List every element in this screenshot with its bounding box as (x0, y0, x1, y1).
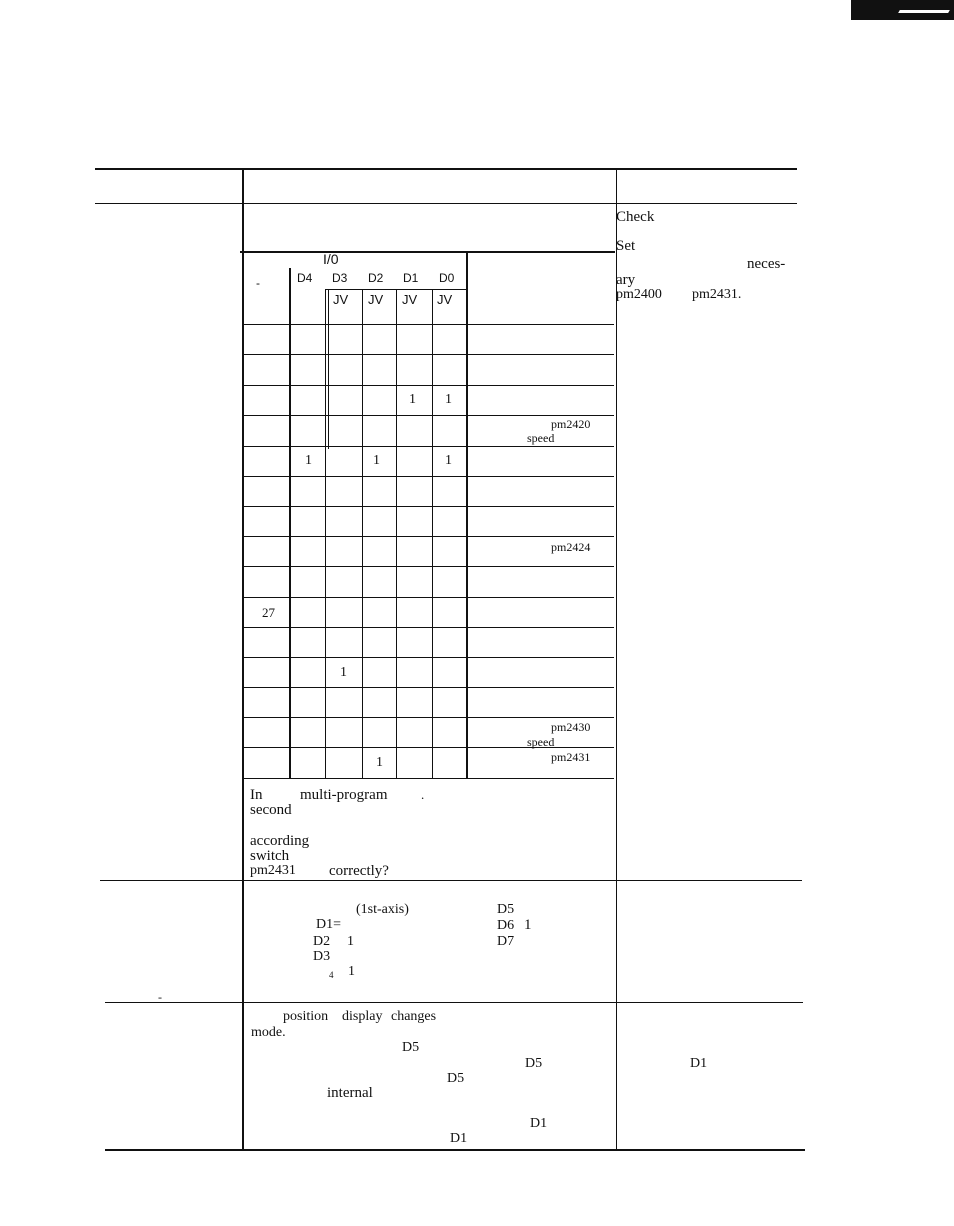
io-col-d2-left (362, 289, 363, 778)
io-label: I/0 (323, 251, 339, 267)
row-note: speed (527, 735, 555, 749)
body-text: according (250, 833, 310, 849)
io-row-rule (242, 657, 614, 658)
bit-value: 1 (524, 917, 532, 933)
io-table-top-rule (240, 251, 615, 253)
body-text: internal (327, 1085, 373, 1101)
row-note: pm2420 (551, 417, 591, 431)
header-d2: D2 (368, 271, 384, 285)
body-text: mode. (251, 1025, 286, 1040)
ary-text: ary (616, 272, 636, 288)
section2-bottom-rule (105, 1002, 803, 1003)
io-row-rule (242, 597, 614, 598)
pm2431-text: pm2431. (692, 287, 742, 302)
bit-value: 1 (347, 934, 354, 949)
bit-value: 1 (373, 453, 380, 468)
bit-value: 1 (305, 453, 312, 468)
bit-value: 1 (340, 665, 347, 680)
body-text: correctly? (329, 863, 389, 879)
pm2400-text: pm2400 (616, 287, 662, 302)
jv-label: JV (437, 292, 453, 307)
bit-label: D1 (690, 1056, 708, 1071)
header-d1: D1 (403, 271, 419, 285)
bit-label: D5 (447, 1071, 465, 1086)
axis-label: (1st-axis) (356, 902, 409, 917)
row-label: 27 (262, 605, 275, 620)
io-row-rule (242, 476, 614, 477)
jv-top-rule (325, 289, 466, 290)
bit-value: 1 (409, 392, 416, 407)
io-row-rule (242, 687, 614, 688)
io-table-bottom-rule (242, 778, 614, 779)
body-text: . (421, 787, 425, 802)
left-mark: - (158, 990, 162, 1004)
body-text: display (342, 1009, 383, 1024)
io-row-rule (242, 627, 614, 628)
bit-label: D1 (450, 1131, 468, 1146)
io-row-rule (242, 717, 614, 718)
io-col-d3-left-double (328, 289, 329, 449)
io-header-rule (242, 324, 614, 325)
body-text: changes (391, 1009, 437, 1024)
bit-label: D6 (497, 918, 515, 933)
header-bottom-rule (95, 203, 797, 204)
body-text: position (283, 1009, 329, 1024)
bit-label: D5 (525, 1056, 543, 1071)
row-note: pm2430 (551, 720, 591, 734)
io-col-d1-left (396, 289, 397, 778)
row-note: pm2431 (551, 750, 591, 764)
header-d3: D3 (332, 271, 348, 285)
bit-label: D2 (313, 934, 331, 949)
bit-label: D3 (313, 949, 331, 964)
io-row-rule (242, 747, 614, 748)
io-row-rule (242, 415, 614, 416)
header-d0: D0 (439, 271, 455, 285)
io-row-rule (242, 566, 614, 567)
io-row-rule (242, 536, 614, 537)
section1-bottom-rule (100, 880, 802, 881)
bit-label: D7 (497, 934, 515, 949)
check-text: Check (616, 209, 655, 225)
bit-value: 1 (348, 964, 355, 979)
io-col-d0-left (432, 289, 433, 778)
body-text: multi-program (300, 787, 388, 803)
table-bottom-rule (105, 1149, 805, 1151)
bit-label: D5 (497, 902, 515, 917)
black-bar-mark (851, 0, 954, 20)
io-row-rule (242, 385, 614, 386)
io-dash: - (256, 276, 260, 290)
bit-label: D1 (530, 1116, 548, 1131)
bit-label: D1= (316, 917, 342, 932)
body-text: In (250, 787, 263, 803)
set-text: Set (616, 238, 636, 254)
jv-label: JV (402, 292, 418, 307)
jv-label: JV (333, 292, 349, 307)
io-col-d3-left (325, 289, 326, 778)
body-text: switch (250, 848, 290, 864)
header-d4: D4 (297, 271, 313, 285)
io-col-d4-left (289, 268, 291, 778)
neces-text: neces- (747, 256, 786, 272)
io-row-rule (242, 354, 614, 355)
row-note: speed (527, 431, 555, 445)
io-row-rule (242, 506, 614, 507)
table-top-rule (95, 168, 797, 170)
body-text: pm2431 (250, 863, 296, 878)
body-text: second (250, 802, 292, 818)
bit-subscript: 4 (329, 970, 334, 980)
bit-value: 1 (445, 392, 452, 407)
jv-label: JV (368, 292, 384, 307)
row-note: pm2424 (551, 540, 591, 554)
bit-label: D5 (402, 1040, 420, 1055)
io-col-note-left (466, 251, 468, 778)
io-row-rule (242, 446, 614, 447)
bit-value: 1 (445, 453, 452, 468)
bit-value: 1 (376, 755, 383, 770)
